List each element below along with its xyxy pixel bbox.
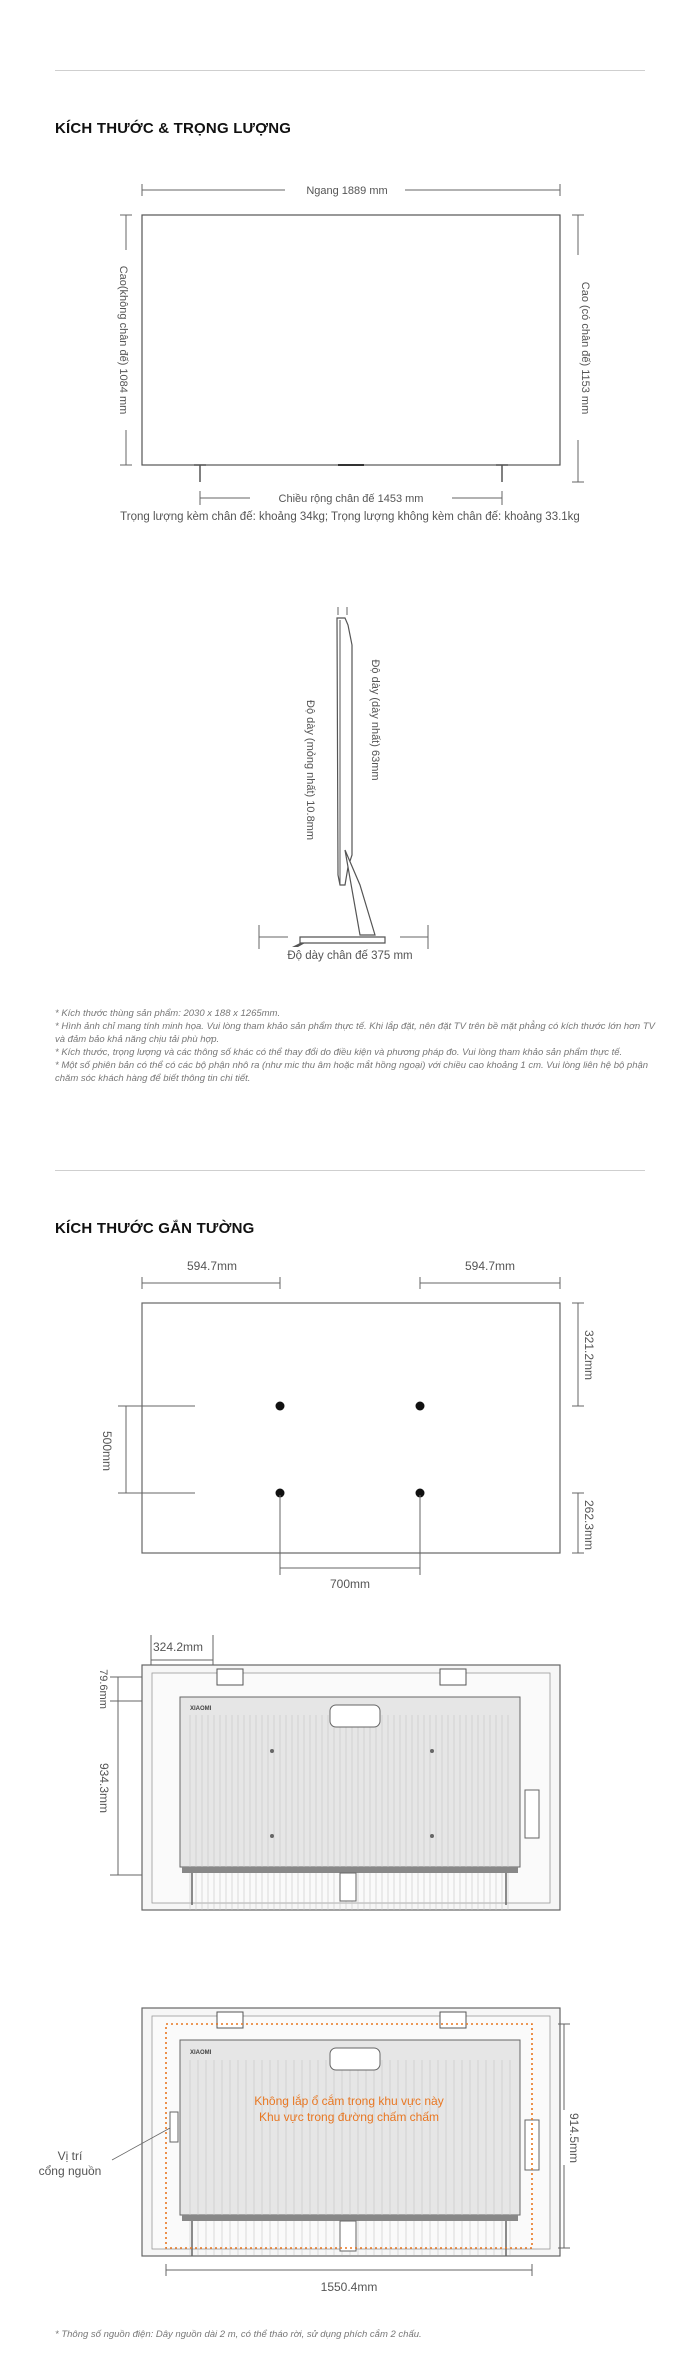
thin-depth-label: Độ dày (mỏng nhất) 10.8mm <box>304 699 316 841</box>
power-footnote: * Thông số nguồn điện: Dây nguồn dài 2 m, có thể tháo rời, sử dụng phích cắm 2 chấu. <box>55 2329 422 2340</box>
zone-height-label: 914.5mm <box>567 2112 581 2164</box>
section-title-dimensions: KÍCH THƯỚC & TRỌNG LƯỢNG <box>55 120 292 137</box>
tv-back-zone-diagram <box>0 2000 700 2310</box>
section-title-wall-mount: KÍCH THƯỚC GẮN TƯỜNG <box>55 1220 255 1237</box>
stand-width-label: Chiều rộng chân đế 1453 mm <box>278 493 424 505</box>
tv-side-diagram <box>0 585 700 975</box>
stand-depth-label: Độ dày chân đế 375 mm <box>287 950 413 962</box>
vesa-diagram <box>0 1255 700 1595</box>
brand-plate: XIAOMI <box>190 2050 212 2056</box>
zone-line-2: Khu vực trong đường chấm chấm <box>258 2110 440 2124</box>
divider-top <box>55 70 645 71</box>
tv-screen <box>142 215 560 465</box>
weight-line: Trọng lượng kèm chân đế: khoảng 34kg; Trọng lượng không kèm chân đế: khoảng 33.1kg <box>120 511 580 523</box>
bottom-offset-label: 262.3mm <box>582 1499 596 1551</box>
notes-block <box>55 1007 655 1085</box>
tv-front-diagram <box>0 170 700 490</box>
vesa-hole <box>416 1402 425 1411</box>
zone-width-label: 1550.4mm <box>320 2280 378 2294</box>
back-height-label: 934.3mm <box>97 1762 111 1814</box>
width-label: Ngang 1889 mm <box>306 185 388 197</box>
note-1: * Kích thước thùng sản phẩm: 2030 x 188 x 1265mm. <box>55 1008 281 1019</box>
power-label-2: cổng nguồn <box>38 2164 102 2178</box>
brand-plate: XIAOMI <box>190 1706 212 1712</box>
vesa-height-label: 500mm <box>100 1430 114 1472</box>
back-top-vertical-label: 79.6mm <box>97 1669 109 1709</box>
zone-line-1: Không lắp ổ cắm trong khu vực này <box>254 2094 444 2108</box>
tv-back-diagram <box>0 1625 700 1915</box>
vesa-panel <box>142 1303 560 1553</box>
power-label-1: Vị trí <box>57 2149 83 2163</box>
note-3: * Kích thước, trọng lượng và các thông số khác có thể thay đổi do điều kiện và phương pháp đo. Vui lòng tham khảo sản phẩm thực tế. <box>55 1047 623 1058</box>
height-no-stand-label: Cao(không chân đế) 1084 mm <box>117 265 129 415</box>
note-4: * Một số phiên bản có thể có các bộ phận nhô ra (như mic thu âm hoặc mắt hồng ngoại) với chiều cao khoảng 1 cm. Vui lòng liên hệ bộ phận chăm sóc khách hàng để biết thông tin chi tiết. <box>55 1060 649 1084</box>
note-2: * Hình ảnh chỉ mang tính minh họa. Vui lòng tham khảo sản phẩm thực tế. Khi lắp đặt, nên đặt TV trên bề mặt phẳng có kích thước lớn hơn TV và đảm bảo khả năng chịu tải phù hợp. <box>55 1021 655 1045</box>
height-with-stand-label: Cao (có chân đế) 1153 mm <box>579 281 591 415</box>
left-offset-label: 594.7mm <box>186 1259 238 1273</box>
top-offset-label: 321.2mm <box>582 1329 596 1381</box>
back-top-offset-label: 324.2mm <box>152 1640 204 1654</box>
vesa-width-label: 700mm <box>329 1577 371 1591</box>
thick-depth-label: Độ dày (dày nhất) 63mm <box>369 659 381 781</box>
divider-middle <box>55 1170 645 1171</box>
right-offset-label: 594.7mm <box>464 1259 516 1273</box>
vesa-hole <box>276 1402 285 1411</box>
